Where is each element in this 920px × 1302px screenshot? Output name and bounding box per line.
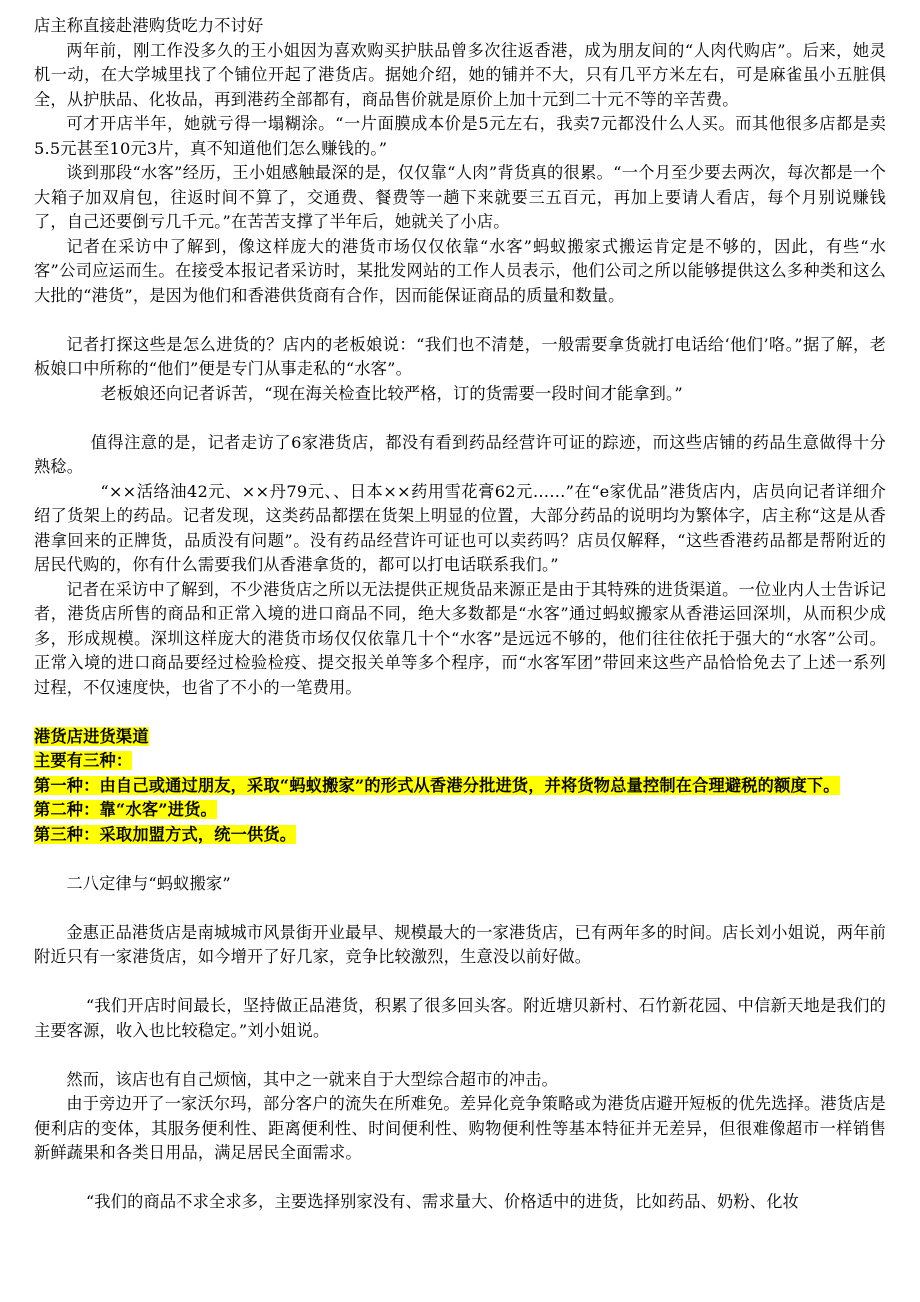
spacer	[34, 406, 886, 431]
spacer	[34, 308, 886, 333]
spacer	[34, 1166, 886, 1191]
highlight-title: 港货店进货渠道	[34, 726, 149, 746]
spacer	[34, 1043, 886, 1068]
article-heading: 店主称直接赴港购货吃力不讨好	[34, 16, 264, 35]
paragraph-boss-2: 老板娘还向记者诉苦，“现在海关检查比较严格，订的货需要一段时间才能拿到。”	[100, 383, 683, 403]
highlight-block	[34, 725, 886, 848]
paragraph-channels: 记者在采访中了解到，不少港货店之所以无法提供正规货品来源正是由于其特殊的进货渠道。一位业内人士告诉记者，港货店所售的商品和正常入境的进口商品不同，绝大多数都是“水客”通过蚂蚁搬家从香港运回深圳，从而积少成多，形成规模。深圳这样庞大的港货市场仅仅依靠几十个“水客”是远远不够的，他们往往依托于强大的“水客”公司。正常入境的进口商品要经过检验检疫、提交报关单等多个程序，而“水客军团”带回来这些产品恰恰免去了上述一系列过程，不仅速度快，也省了不小的一笔费用。	[34, 579, 886, 697]
paragraph-jinhui: 金惠正品港货店是南城城市风景街开业最早、规模最大的一家港货店，已有两年多的时间。店长刘小姐说，两年前附近只有一家港货店，如今增开了好几家，竞争比较激烈，生意没以前好做。	[34, 922, 886, 966]
paragraph-liu-quote: “我们开店时间最长，坚持做正品港货，积累了很多回头客。附近塘贝新村、石竹新花园、中信新天地是我们的主要客源，收入也比较稳定。”刘小姐说。	[34, 996, 886, 1040]
paragraph-drugs: “××活络油42元、××丹79元、、日本××药用雪花膏62元……”在“e家优品”港货店内，店员向记者详细介绍了货架上的药品。记者发现，这类药品都摆在货架上明显的位置，大部分药品的说明均为繁体字，店主称“这是从香港拿回来的正牌货，品质没有问题”。没有药品经营许可证也可以卖药吗？店员仅解释，“这些香港药品都是帮附近的居民代购的，你有什么需要我们从香港拿货的，都可以打电话联系我们。”	[34, 481, 886, 574]
paragraph-walmart: 由于旁边开了一家沃尔玛，部分客户的流失在所难免。差异化竞争策略或为港货店避开短板的优先选择。港货店是便利店的变体，其服务便利性、距离便利性、时间便利性、购物便利性等基本特征并无差异，但很难像超市一样销售新鲜蔬果和各类日用品，满足居民全面需求。	[34, 1094, 886, 1162]
spacer	[34, 847, 886, 872]
paragraph-boss-1: 记者打探这些是怎么进货的？店内的老板娘说：“我们也不清楚，一般需要拿货就打电话给‘他们’咯。”据了解，老板娘口中所称的“他们”便是专门从事走私的“水客”。	[34, 334, 886, 378]
highlight-item-3: 第三种：采取加盟方式，统一供货。	[34, 824, 297, 844]
spacer	[34, 700, 886, 725]
highlight-intro: 主要有三种：	[34, 751, 133, 770]
highlight-item-2: 第二种：靠“水客”进货。	[34, 800, 217, 819]
paragraph-last: “我们的商品不求全求多，主要选择别家没有、需求量大、价格适中的进货，比如药品、奶粉、化妆	[85, 1192, 799, 1211]
paragraph-however: 然而，该店也有自己烦恼，其中之一就来自于大型综合超市的冲击。	[66, 1069, 559, 1089]
paragraph-wang-intro: 两年前，刚工作没多久的王小姐因为喜欢购买护肤品曾多次往返香港，成为朋友间的“人肉代购店”。后来，她灵机一动，在大学城里找了个铺位开起了港货店。据她介绍，她的铺并不大，只有几平方米左右，可是麻雀虽小五脏俱全，从护肤品、化妆品，再到港药全部都有，商品售价就是原价上加十元到二十元不等的辛苦费。	[34, 40, 886, 109]
paragraph-wang-shuike: 谈到那段“水客”经历，王小姐感触最深的是，仅仅靠“人肉”背货真的很累。“一个月至少要去两次，每次都是一个大箱子加双肩包，往返时间不算了，交通费、餐费等一趟下来就要三五百元，再加上要请人看店，每个月别说赚钱了，自己还要倒亏几千元。”在苦苦支撑了半年后，她就关了小店。	[34, 163, 886, 231]
paragraph-notice: 值得注意的是，记者走访了6家港货店，都没有看到药品经营许可证的踪迹，而这些店铺的药品生意做得十分熟稔。	[34, 432, 886, 476]
highlight-item-1: 第一种：由自己或通过朋友，采取“蚂蚁搬家”的形式从香港分批进货，并将货物总量控制在合理避税的额度下。	[34, 775, 840, 795]
paragraph-wang-loss: 可才开店半年，她就亏得一塌糊涂。“一片面膜成本价是5元左右，我卖7元都没什么人买。而其他很多店都是卖5.5元甚至10元3片，真不知道他们怎么赚钱的。”	[34, 114, 886, 158]
section-title: 二八定律与“蚂蚁搬家”	[66, 873, 231, 893]
spacer	[34, 970, 886, 995]
spacer	[34, 896, 886, 921]
paragraph-shuike-company: 记者在采访中了解到，像这样庞大的港货市场仅仅依靠“水客”蚂蚁搬家式搬运肯定是不够的，因此，有些“水客”公司应运而生。在接受本报记者采访时，某批发网站的工作人员表示，他们公司之所以能够提供这么多种类和这么大批的“港货”，是因为他们和香港供货商有合作，因而能保证商品的质量和数量。	[34, 236, 886, 305]
